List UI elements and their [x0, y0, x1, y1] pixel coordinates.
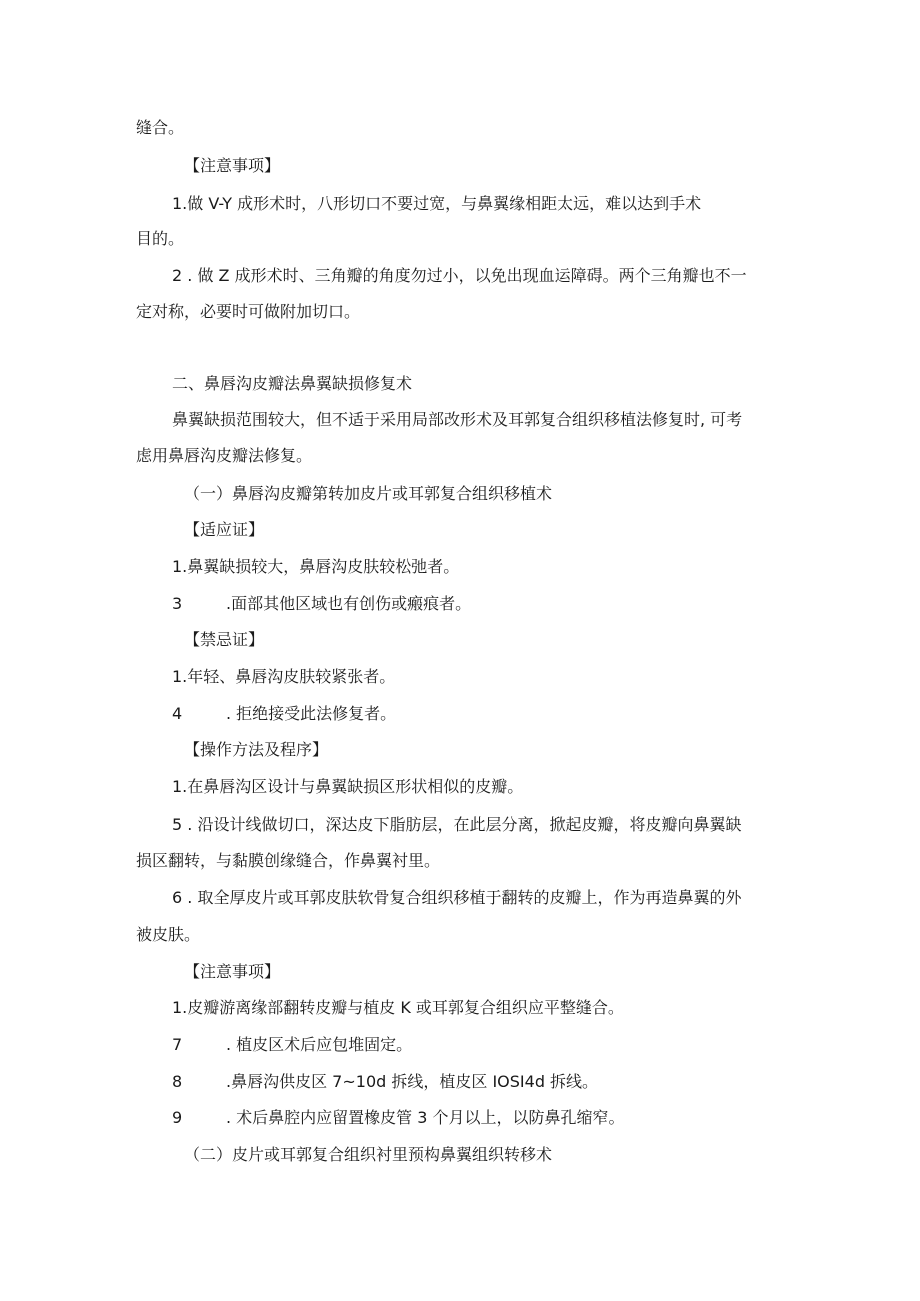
text-line: 被皮肤。 — [136, 925, 201, 944]
text-line: 1.鼻翼缺损较大，鼻唇沟皮肤较松弛者。 — [172, 557, 460, 576]
text-line: 1.做 V-Y 成形术时，八形切口不要过宽，与鼻翼缘相距太远，难以达到手术 — [172, 194, 702, 213]
item-number: 8 — [172, 1072, 183, 1091]
text-line: 1.年轻、鼻唇沟皮肤较紧张者。 — [172, 667, 396, 686]
text-line: 5 . 沿设计线做切口，深达皮下脂肪层，在此层分离，掀起皮瓣，将皮瓣向鼻翼缺 — [172, 815, 742, 834]
subsection-title: （二）皮片或耳郭复合组织衬里预构鼻翼组织转移术 — [184, 1145, 553, 1164]
text-line: 鼻翼缺损范围较大，但不适于采用局部改形术及耳郭复合组织移植法修复时, 可考 — [172, 410, 743, 429]
item-number: 7 — [172, 1035, 183, 1054]
section-heading: 【禁忌证】 — [184, 630, 265, 649]
text-line: . 拒绝接受此法修复者。 — [226, 704, 397, 723]
section-heading: 【注意事项】 — [184, 962, 281, 981]
section-heading: 【适应证】 — [184, 520, 265, 539]
section-title: 二、鼻唇沟皮瓣法鼻翼缺损修复术 — [172, 374, 413, 393]
text-line: 损区翻转，与黏膜创缘缝合，作鼻翼衬里。 — [136, 851, 441, 870]
item-number: 9 — [172, 1108, 183, 1127]
text-line: . 术后鼻腔内应留置橡皮管 3 个月以上，以防鼻孔缩窄。 — [226, 1108, 625, 1127]
subsection-title: （一）鼻唇沟皮瓣第转加皮片或耳郭复合组织移植术 — [184, 484, 553, 503]
text-line: 虑用鼻唇沟皮瓣法修复。 — [136, 446, 313, 465]
text-line: 2 . 做 Z 成形术时、三角瓣的角度勿过小，以免出现血运障碍。两个三角瓣也不一 — [172, 266, 747, 285]
text-line: .面部其他区域也有创伤或瘢痕者。 — [226, 594, 472, 613]
section-heading: 【注意事项】 — [184, 156, 281, 175]
text-line: . 植皮区术后应包堆固定。 — [226, 1035, 413, 1054]
text-line: 1.皮瓣游离缘部翻转皮瓣与植皮 K 或耳郭复合组织应平整缝合。 — [172, 998, 624, 1017]
item-number: 4 — [172, 704, 183, 723]
text-line: 定对称，必要时可做附加切口。 — [136, 302, 361, 321]
text-line: 目的。 — [136, 229, 185, 248]
text-line: 缝合。 — [136, 118, 185, 137]
text-line: 1.在鼻唇沟区设计与鼻翼缺损区形状相似的皮瓣。 — [172, 777, 524, 796]
text-line: 6 . 取全厚皮片或耳郭皮肤软骨复合组织移植于翻转的皮瓣上，作为再造鼻翼的外 — [172, 888, 742, 907]
section-heading: 【操作方法及程序】 — [184, 740, 329, 759]
text-line: .鼻唇沟供皮区 7~10d 拆线，植皮区 IOSI4d 拆线。 — [226, 1072, 599, 1091]
item-number: 3 — [172, 594, 183, 613]
